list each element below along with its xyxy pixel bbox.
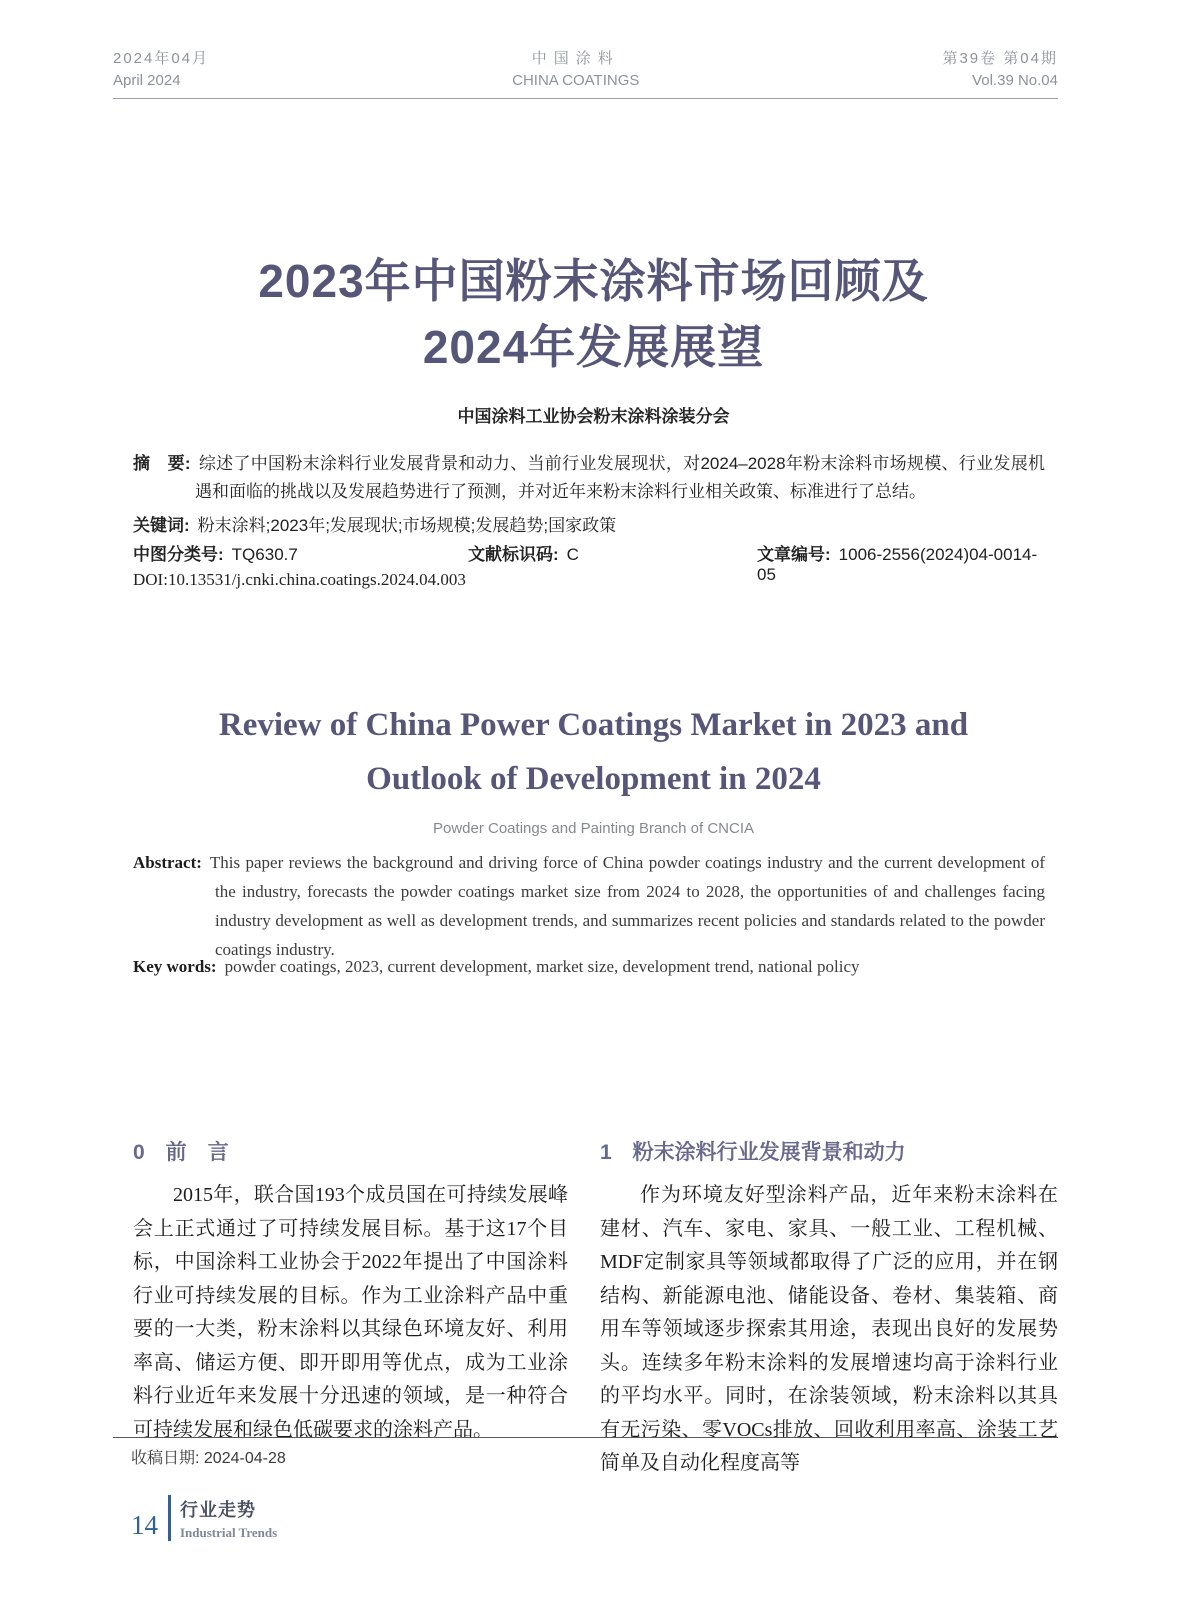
abstract-en-label: Abstract: bbox=[133, 853, 202, 872]
page-number: 14 bbox=[131, 1510, 158, 1540]
clc-value: TQ630.7 bbox=[231, 545, 298, 564]
running-head-date bbox=[113, 48, 209, 92]
page-footer bbox=[131, 1495, 277, 1541]
date-cn: 2024年04月 bbox=[113, 50, 210, 67]
issue-en: Vol.39 No.04 bbox=[972, 72, 1058, 89]
keywords-en-label: Key words: bbox=[133, 957, 217, 976]
running-head-issue bbox=[942, 48, 1058, 92]
keywords-cn-text: 粉末涂料;2023年;发展现状;市场规模;发展趋势;国家政策 bbox=[197, 516, 617, 535]
date-en: April 2024 bbox=[113, 72, 181, 89]
section-1-paragraph: 作为环境友好型涂料产品，近年来粉末涂料在建材、汽车、家电、家具、一般工业、工程机械、MDF定制家具等领域都取得了广泛的应用，并在钢结构、新能源电池、储能设备、卷材、集装箱、商用车等领域逐步探索其用途，表现出良好的发展势头。连续多年粉末涂料的发展增速均高于涂料行业的平均水平。同时，在涂装领域，粉末涂料以其具有无污染、零VOCs排放、回收利用率高、涂装工艺简单及自动化程度高等 bbox=[600, 1184, 1058, 1474]
abstract-cn-label: 摘 要: bbox=[133, 454, 191, 473]
author-cn: 中国涂料工业协会粉末涂料涂装分会 bbox=[457, 407, 730, 426]
section-1-background bbox=[600, 1136, 1058, 1481]
keywords-cn-label: 关键词: bbox=[133, 516, 190, 535]
keywords-en-text: powder coatings, 2023, current development, market size, development trend, national policy bbox=[224, 957, 860, 976]
article-title-en bbox=[0, 698, 1187, 806]
footer-divider-bar bbox=[168, 1495, 171, 1541]
article-title-en-line2: Outlook of Development in 2024 bbox=[366, 761, 821, 797]
article-id bbox=[757, 540, 1045, 585]
article-id-value: 1006-2556(2024)04-0014-05 bbox=[757, 545, 1038, 584]
document-code bbox=[468, 540, 757, 585]
article-title-cn-line1: 2023年中国粉末涂料市场回顾及 bbox=[258, 255, 929, 307]
footer-section bbox=[180, 1496, 277, 1541]
abstract-en-text: This paper reviews the background and driving force of China powder coatings industry and the current development of the industry, forecasts the powder coatings market size from 2024 to 2028, the opportunities of and challenges facing industry development as well as development trends, and summarizes recent policies and standards related to the powder coatings industry. bbox=[209, 853, 1045, 959]
issue-cn: 第39卷 第04期 bbox=[942, 50, 1058, 67]
abstract-cn-text: 综述了中国粉末涂料行业发展背景和动力、当前行业发展现状，对2024–2028年粉末涂料市场规模、行业发展机遇和面临的挑战以及发展趋势进行了预测，并对近年来粉末涂料行业相关政策、标准进行了总结。 bbox=[195, 454, 1045, 501]
section-0-paragraph: 2015年，联合国193个成员国在可持续发展峰会上正式通过了可持续发展目标。基于这17个目标，中国涂料工业协会于2022年提出了中国涂料行业可持续发展的目标。作为工业涂料产品中重要的一大类，粉末涂料以其绿色环境友好、利用率高、储运方便、即开即用等优点，成为工业涂料行业近年来发展十分迅速的领域，是一种符合可持续发展和绿色低碳要求的涂料产品。 bbox=[133, 1184, 568, 1441]
abstract-en bbox=[133, 848, 1045, 964]
article-title-en-line1: Review of China Power Coatings Market in 2023 and bbox=[218, 707, 969, 743]
clc-label: 中图分类号: bbox=[133, 545, 224, 564]
journal-name-cn: 中国涂料 bbox=[531, 50, 620, 67]
footer-section-cn: 行业走势 bbox=[180, 1499, 256, 1520]
article-title-cn-line2: 2024年发展展望 bbox=[422, 321, 765, 373]
received-date-footnote: 收稿日期: 2024-04-28 bbox=[113, 1437, 1058, 1468]
author-en: Powder Coatings and Painting Branch of CNCIA bbox=[432, 820, 754, 837]
running-head-journal bbox=[512, 48, 639, 92]
document-code-label: 文献标识码: bbox=[468, 545, 559, 564]
footer-section-en: Industrial Trends bbox=[180, 1524, 278, 1540]
article-id-label: 文章编号: bbox=[757, 545, 831, 564]
keywords-cn bbox=[133, 512, 1045, 540]
abstract-cn bbox=[133, 450, 1045, 506]
section-1-heading: 1 粉末涂料行业发展背景和动力 bbox=[600, 1141, 906, 1164]
body-columns bbox=[133, 1136, 1058, 1481]
doi: DOI:10.13531/j.cnki.china.coatings.2024.04.003 bbox=[133, 570, 466, 589]
section-0-foreword bbox=[133, 1136, 568, 1481]
article-title-cn bbox=[0, 248, 1187, 380]
section-0-heading: 0 前 言 bbox=[133, 1141, 229, 1164]
journal-name-en: CHINA COATINGS bbox=[512, 72, 640, 89]
document-code-value: C bbox=[566, 545, 579, 564]
keywords-en bbox=[133, 952, 1045, 981]
running-head bbox=[113, 48, 1058, 99]
